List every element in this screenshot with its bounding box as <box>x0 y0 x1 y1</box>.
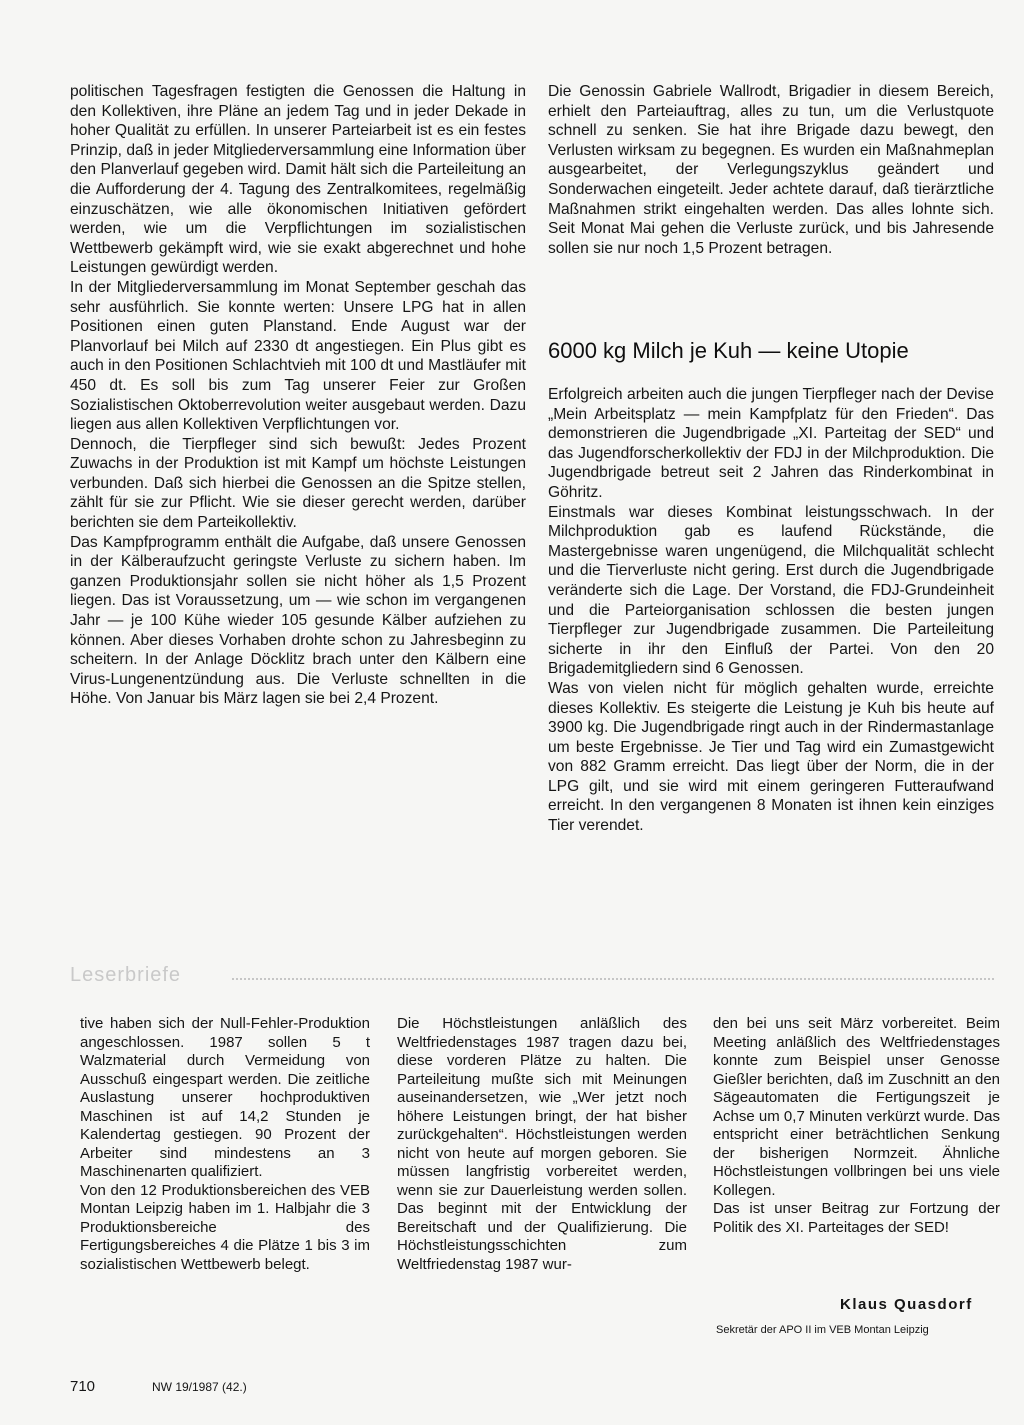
section-label-leserbriefe: Leserbriefe <box>70 964 182 986</box>
letter-column-3: den bei uns seit März vorbereitet. Beim Meeting anläßlich des Weltfriedenstages konnte zum Beispiel unser Genosse Gießler berichten, daß im Zuschnitt an den Sägeautomaten die Fertigungszeit je Achse um 0,7 Minuten verkürzt wurde. Das entspricht einer beträchtlichen Senkung der bisherigen Normzeit. Ähnliche Höchstleistungen vollbringen bei uns viele Kollegen. Das ist unser Beitrag zur Fortzung der Politik des XI. Parteitages der SED! <box>713 1015 1000 1236</box>
article-subheading: 6000 kg Milch je Kuh — keine Utopie <box>548 338 909 363</box>
section-divider <box>232 978 994 980</box>
letter-author-role: Sekretär der APO II im VEB Montan Leipzig <box>716 1324 929 1336</box>
page-number: 710 <box>70 1378 96 1395</box>
issue-label: NW 19/1987 (42.) <box>152 1380 247 1394</box>
article-column-right-bottom: Erfolgreich arbeiten auch die jungen Tierpfleger nach der Devise „Mein Arbeitsplatz — mein Kampfplatz für den Frieden“. Das demonstrieren die Jugendbrigade „XI. Parteitag der SED“ und das Jugendforscherkollektiv der FDJ in der Milchproduktion. Die Jugendbrigade betreut seit 2 Jahren das Rinderkombinat in Göhritz. Einstmals war dieses Kombinat leistungsschwach. In der Milchproduktion gab es laufend Rückstände, die Mastergebnisse waren ungenügend, die Milchqualität schlecht und die Tierverluste nicht gering. Erst durch die Jugendbrigade veränderte sich die Lage. Der Vorstand, die FDJ-Grundeinheit und die Parteiorganisation schlossen die besten jungen Tierpfleger zur Jugendbrigade zusammen. Die Parteileitung sicherte in ihr den Einfluß der Partei. Von den 20 Brigademitgliedern sind 6 Genossen. Was von vielen nicht für möglich gehalten wurde, erreichte dieses Kollektiv. Es steigerte die Leistung je Kuh bis heute auf 3900 kg. Die Jugendbrigade ringt auch in der Rindermastanlage um beste Ergebnisse. Je Tier und Tag wird ein Zumastgewicht von 882 Gramm erreicht. Das liegt über der Norm, die in der LPG gilt, und sie wird mit einem geringeren Futteraufwand erreicht. In den vergangenen 8 Monaten ist ihnen kein einziges Tier verendet. <box>548 386 994 835</box>
letter-author: Klaus Quasdorf <box>840 1296 973 1313</box>
article-column-left: politischen Tagesfragen festigten die Genossen die Haltung in den Kollektiven, ihre Pläne an jedem Tag und in jeder Dekade in hoher Qualität zu erfüllen. In unserer Parteiarbeit ist es ein festes Prinzip, daß in jeder Mitgliederversammlung eine Information über den Planverlauf gegeben wird. Damit hält sich die Parteileitung an die Aufforderung der 4. Tagung des Zentralkomitees, regelmäßig einzuschätzen, wie alle ökonomischen Initiativen gefördert werden, wie um die Verpflichtungen im sozialistischen Wettbewerb gekämpft wird, wie sie exakt abgerechnet und hohe Leistungen gewürdigt werden. In der Mitgliederversammlung im Monat September geschah das sehr ausführlich. Sie konnte werten: Unsere LPG hat in allen Positionen einen guten Planstand. Ende August war der Planvorlauf bei Milch auf 2330 dt angestiegen. Ein Plus gibt es auch in den Positionen Schlachtvieh mit 100 dt und Mastläufer mit 450 dt. Es soll bis zum Tag unserer Feier zur Großen Sozialistischen Oktoberrevolution weiter ausgebaut werden. Dazu liegen aus allen Kollektiven Verpflichtungen vor. Dennoch, die Tierpfleger sind sich bewußt: Jedes Prozent Zuwachs in der Produktion ist mit Kampf um höchste Leistungen verbunden. Daß sich hierbei die Genossen an die Spitze stellen, zählt für sie zur Pflicht. Wie sie dieser gerecht werden, darüber berichten sie dem Parteikollektiv. Das Kampfprogramm enthält die Aufgabe, daß unsere Genossen in der Kälberaufzucht geringste Verluste zu sichern haben. Im ganzen Produktionsjahr sollen sie nicht höher als 1,5 Prozent liegen. Das ist Voraussetzung, um — wie schon im vergangenen Jahr — je 100 Kühe wieder 105 gesunde Kälber aufziehen zu können. Aber dieses Vorhaben drohte schon zu Jahresbeginn zu scheitern. In der Anlage Döcklitz brach unter den Kälbern eine Virus-Lungenentzündung aus. Die Verluste schnellten in die Höhe. Von Januar bis März lagen sie bei 2,4 Prozent. <box>70 83 526 708</box>
article-column-right-top: Die Genossin Gabriele Wallrodt, Brigadier in diesem Bereich, erhielt den Parteiauftrag, alles zu tun, um die Verlustquote schnell zu senken. Sie hat ihre Brigade dazu bewegt, den Verlusten wirksam zu begegnen. Es wurden ein Maßnahmeplan ausgearbeitet, der Verlegungszyklus geändert und Sonderwachen eingeteilt. Jeder achtete darauf, daß tierärztliche Maßnahmen strikt eingehalten werden. Das alles lohnte sich. Seit Monat Mai gehen die Verluste zurück, und bis Jahresende sollen sie nur noch 1,5 Prozent betragen. <box>548 83 994 257</box>
letter-column-1: tive haben sich der Null-Fehler-Produktion angeschlossen. 1987 sollen 5 t Walzmaterial durch Vermeidung von Ausschuß eingespart werden. Die zeitliche Auslastung unserer hochproduktiven Maschinen ist auf 14,2 Stunden je Kalendertag gestiegen. 90 Prozent der Arbeiter sind mindestens an 3 Maschinenarten qualifiziert. Von den 12 Produktionsbereichen des VEB Montan Leipzig haben im 1. Halbjahr die 3 Produktionsbereiche des Fertigungsbereiches 4 die Plätze 1 bis 3 im sozialistischen Wettbewerb belegt. <box>80 1015 370 1273</box>
letter-column-2: Die Höchstleistungen anläßlich des Weltfriedenstages 1987 tragen dazu bei, diese vorderen Plätze zu halten. Die Parteileitung mußte sich mit Meinungen auseinandersetzen, wie „Wer jetzt noch höhere Leistungen bringt, der hat bisher zurückgehalten“. Höchstleistungen werden nicht von heute auf morgen geboren. Sie müssen langfristig vorbereitet werden, wenn sie zur Dauerleistung werden sollen. Das beginnt mit der Entwicklung der Bereitschaft und der Qualifizierung. Die Höchstleistungsschichten zum Weltfriedenstag 1987 wur- <box>397 1015 687 1273</box>
